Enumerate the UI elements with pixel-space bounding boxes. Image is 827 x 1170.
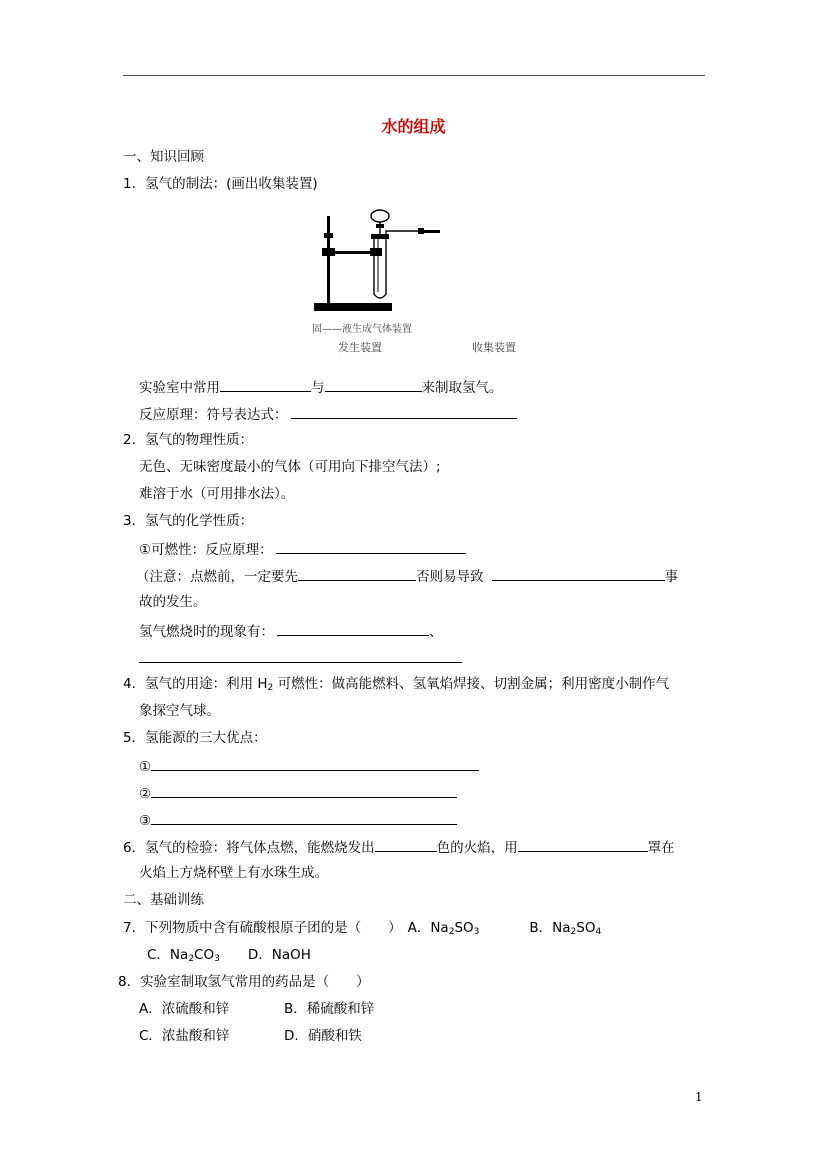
blank-combustion-formula[interactable]: [276, 539, 466, 554]
q1-lab-line: [139, 377, 503, 397]
q1-lab-text-c: 来制取氢气。: [421, 380, 503, 396]
blank-phenomenon-2[interactable]: [139, 662, 462, 663]
q5-item-2: ②: [139, 783, 457, 803]
q3-combustion-text: ①可燃性：反应原理：: [139, 542, 273, 558]
q8-option-b[interactable]: B．稀硫酸和锌: [284, 1001, 375, 1017]
q3-note-end: 故的发生。: [139, 594, 207, 610]
q8-option-d[interactable]: D．硝酸和铁: [284, 1028, 362, 1044]
q3-phenomena-line: [139, 621, 443, 641]
page-title: 水的组成: [381, 117, 446, 136]
q5-item-1: ①: [139, 756, 479, 776]
q1-reaction-line: [139, 404, 517, 424]
q7-option-c[interactable]: C．$Na_2CO_3$: [147, 947, 220, 964]
q7-options-cd: [147, 946, 311, 968]
q3-note-text-c: 事: [664, 569, 678, 585]
question-1: 1．氢气的制法：(画出收集装置): [123, 176, 318, 192]
blank-before-ignition[interactable]: [298, 566, 416, 581]
gas-generator-apparatus-figure: [300, 204, 460, 334]
blank-reaction-formula[interactable]: [291, 404, 517, 419]
q3-comma: 、: [429, 624, 443, 640]
q1-lab-text-b: 与: [311, 380, 325, 396]
question-5: 5．氢能源的三大优点：: [123, 730, 267, 746]
q3-note-text-a: （注意：点燃前，一定要先: [136, 569, 298, 585]
q3-combustion-line: [139, 539, 466, 559]
question-7: 7．下列物质中含有硫酸根原子团的是（ ） A．$Na_2SO_3$ B．$Na_2SO_4$: [123, 920, 602, 937]
header-rule: [123, 75, 705, 76]
q1-reaction-text: 反应原理：符号表达式：: [139, 407, 288, 423]
question-8: 8．实验室制取氢气常用的药品是（ ）: [118, 974, 370, 990]
q4-continued: 象探空气球。: [139, 703, 220, 719]
blank-phenomenon-1[interactable]: [277, 621, 429, 636]
blank-accident[interactable]: [492, 566, 665, 581]
question-4: 4．氢气的用途：利用 $H_2$ 可燃性：做高能燃料、氢氧焰焊接、切割金属；利用密度小制作气: [123, 676, 670, 693]
q2-property-a: 无色、无味密度最小的气体（可用向下排空气法）;: [139, 459, 441, 475]
section-heading-review: 一、知识回顾: [123, 149, 204, 165]
q2-property-b: 难溶于水（可用排水法）。: [139, 486, 295, 502]
q5-item-3: ③: [139, 810, 457, 830]
blank-beaker[interactable]: [518, 837, 648, 852]
q6-continued: 火焰上方烧杯壁上有水珠生成。: [139, 865, 328, 881]
q1-lab-text-a: 实验室中常用: [139, 380, 220, 396]
page-number: 1: [695, 1090, 703, 1104]
question-2: 2．氢气的物理性质：: [123, 432, 254, 448]
question-3: 3．氢气的化学性质：: [123, 513, 254, 529]
q8-option-c[interactable]: C．浓盐酸和锌: [139, 1028, 230, 1044]
blank-advantage-1[interactable]: [151, 756, 479, 771]
q3-note-line: [136, 566, 678, 586]
q7-option-b[interactable]: B．$Na_2SO_4$: [529, 920, 602, 937]
blank-reagent-1[interactable]: [220, 377, 311, 392]
q7-option-d[interactable]: D．NaOH: [247, 947, 311, 963]
q7-option-a[interactable]: A．$Na_2SO_3$: [407, 920, 480, 937]
label-generation-apparatus: 发生装置: [338, 341, 382, 354]
q3-note-text-b: 否则易导致: [416, 569, 484, 585]
blank-advantage-2[interactable]: [151, 783, 457, 798]
q8-option-a[interactable]: A．浓硫酸和锌: [139, 1001, 230, 1017]
blank-reagent-2[interactable]: [325, 377, 422, 392]
blank-flame-color[interactable]: [375, 837, 437, 852]
q3-phenomena-text: 氢气燃烧时的现象有：: [139, 624, 274, 640]
label-collection-apparatus: 收集装置: [472, 341, 516, 354]
section-heading-practice: 二、基础训练: [123, 892, 204, 908]
question-6: 6．氢气的检验：将气体点燃，能燃烧发出 色的火焰，用 罩在: [123, 837, 675, 857]
blank-advantage-3[interactable]: [151, 810, 457, 825]
figure-caption: 固——液生成气体装置: [312, 324, 412, 335]
